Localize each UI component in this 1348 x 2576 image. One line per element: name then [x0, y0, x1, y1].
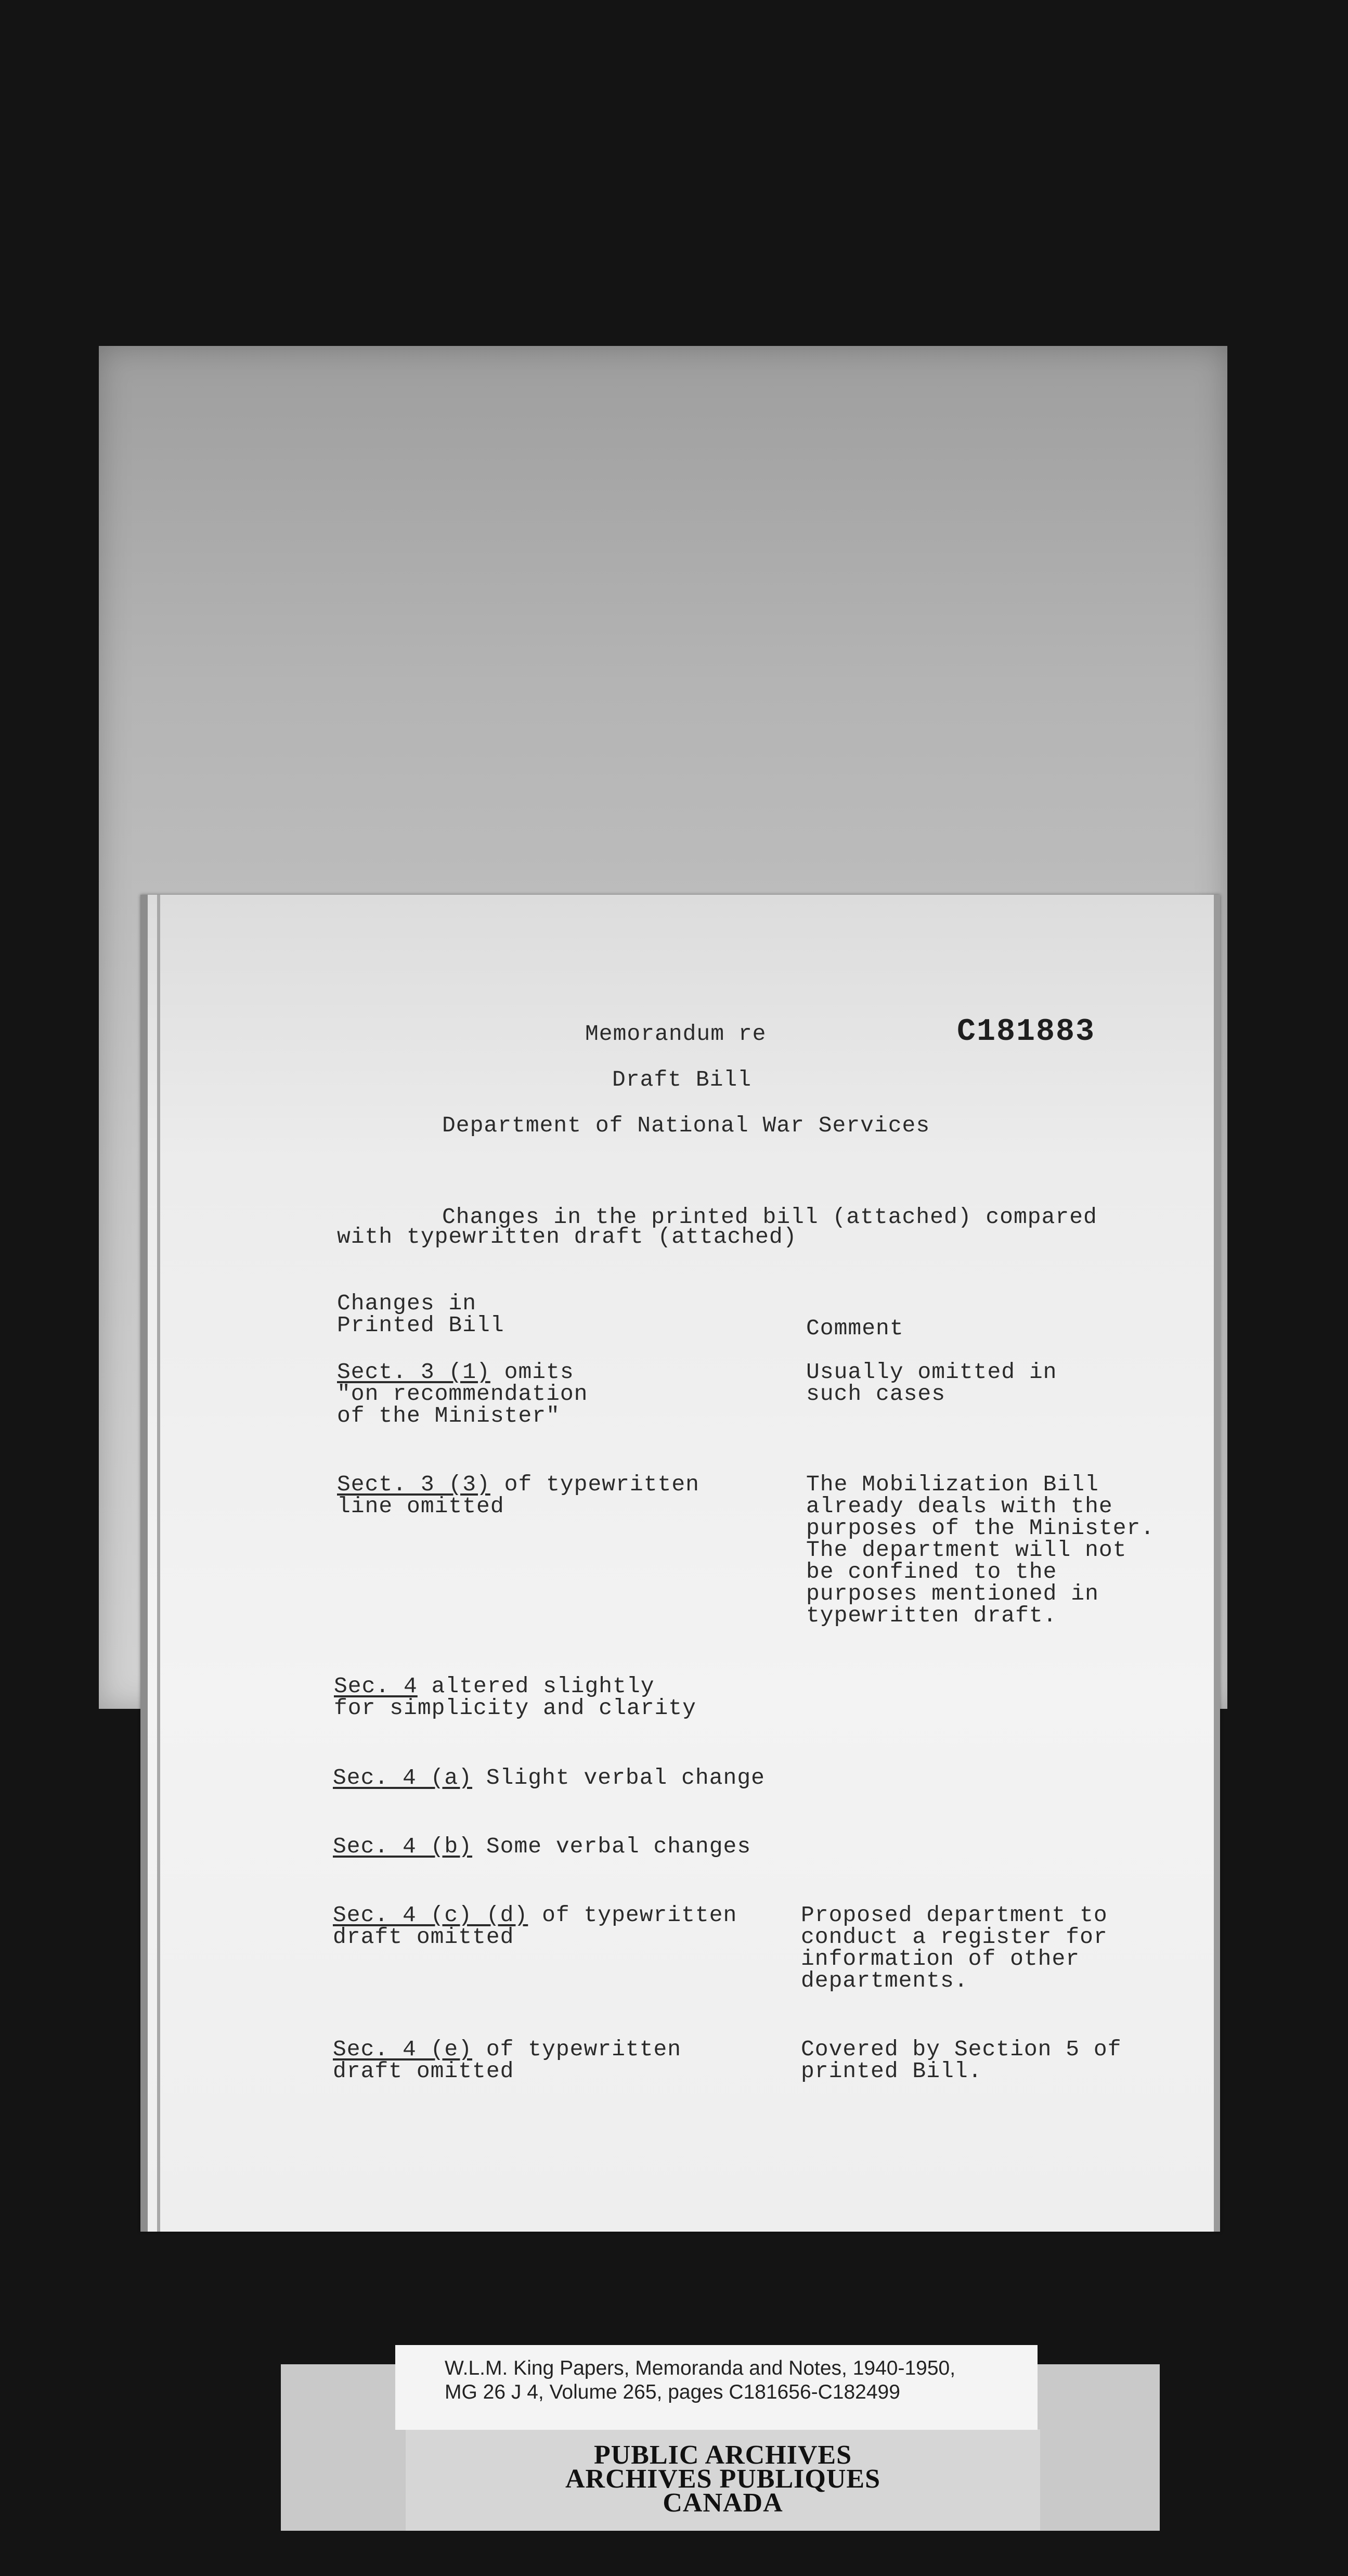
comment-line: conduct a register for [801, 1924, 1108, 1950]
change-text: Slight verbal change [472, 1765, 765, 1791]
comment-line: purposes of the Minister. [806, 1515, 1155, 1541]
comment-line: be confined to the [806, 1559, 1057, 1585]
change-left-line [337, 1361, 574, 1383]
change-text: for simplicity and clarity [334, 1695, 696, 1721]
comment-line: already deals with the [806, 1493, 1113, 1519]
archive-citation-label [395, 2345, 1038, 2430]
archive-stamp-line-3: CANADA [663, 2488, 783, 2518]
change-left-line [333, 2060, 514, 2082]
change-left-line [333, 2038, 681, 2060]
change-left-line [337, 1383, 588, 1405]
citation-line-1: W.L.M. King Papers, Memoranda and Notes, 1940-1950, [445, 2357, 956, 2379]
change-left-line [333, 1835, 751, 1858]
comment-line: such cases [806, 1381, 946, 1407]
change-text: draft omitted [333, 1924, 514, 1950]
comment-line: Usually omitted in [806, 1359, 1057, 1385]
reference-number: C181883 [957, 1014, 1096, 1050]
change-left-line [337, 1495, 504, 1517]
comment-line: typewritten draft. [806, 1603, 1057, 1628]
change-text: of the Minister" [337, 1403, 560, 1428]
column-header-right: Comment [806, 1316, 904, 1341]
change-text: omits [490, 1359, 574, 1385]
change-text: Some verbal changes [472, 1834, 751, 1859]
change-left-line [337, 1405, 560, 1427]
change-text: of typewritten [528, 1902, 737, 1928]
change-text: draft omitted [333, 2058, 514, 2084]
change-left-line [333, 1904, 737, 1926]
memo-heading: Memorandum re [585, 1021, 767, 1047]
change-left-line [333, 1767, 765, 1789]
archive-stamp-line-2: ARCHIVES PUBLIQUES [565, 2464, 881, 2494]
change-text: "on recommendation [337, 1381, 588, 1407]
memorandum-page [140, 895, 1220, 2232]
comment-line: purposes mentioned in [806, 1581, 1099, 1606]
comment-line: printed Bill. [801, 2058, 982, 2084]
change-text: of typewritten [490, 1472, 699, 1497]
page-edge [157, 895, 160, 2232]
comment-line: The department will not [806, 1537, 1127, 1563]
citation-line-2: MG 26 J 4, Volume 265, pages C181656-C182499 [445, 2381, 900, 2403]
section-reference: Sect. 3 (3) [337, 1472, 490, 1497]
comment-line: departments. [801, 1968, 968, 1993]
change-text: of typewritten [472, 2037, 682, 2062]
archive-stamp-line-1: PUBLIC ARCHIVES [593, 2440, 852, 2470]
department-title: Department of National War Services [442, 1113, 930, 1138]
intro-line-1: Changes in the printed bill (attached) compared [442, 1204, 1097, 1230]
comment-line: information of other [801, 1946, 1080, 1972]
comment-line: Proposed department to [801, 1902, 1108, 1928]
change-left-line [333, 1926, 514, 1948]
section-reference: Sect. 3 (1) [337, 1359, 490, 1385]
change-text: altered slightly [417, 1673, 655, 1699]
memo-subheading: Draft Bill [612, 1067, 752, 1092]
change-left-line [334, 1697, 696, 1719]
column-header-left-1: Changes in [337, 1291, 477, 1316]
comment-line: The Mobilization Bill [806, 1472, 1099, 1497]
comment-line: Covered by Section 5 of [801, 2037, 1122, 2062]
section-reference: Sec. 4 (c) (d) [333, 1902, 528, 1928]
section-reference: Sec. 4 (e) [333, 2037, 473, 2062]
change-left-line [337, 1473, 699, 1496]
column-header-left-2: Printed Bill [337, 1312, 504, 1338]
change-left-line [334, 1675, 655, 1697]
change-text: line omitted [337, 1493, 504, 1519]
intro-line-2: with typewritten draft (attached) [337, 1224, 797, 1250]
section-reference: Sec. 4 [334, 1673, 418, 1699]
section-reference: Sec. 4 (a) [333, 1765, 473, 1791]
section-reference: Sec. 4 (b) [333, 1834, 473, 1859]
